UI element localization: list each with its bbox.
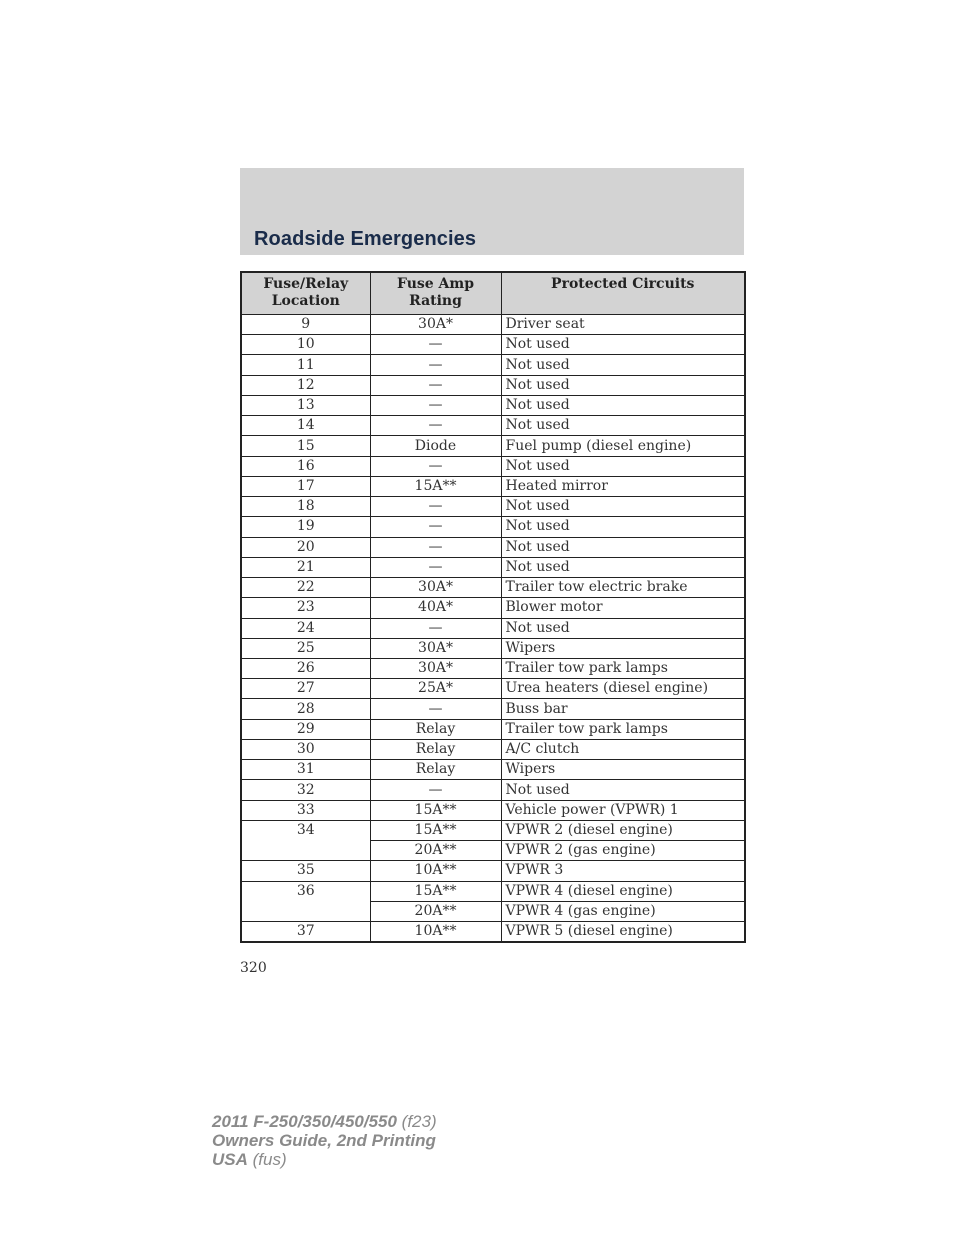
cell-rating: — — [370, 456, 501, 476]
cell-rating: — — [370, 517, 501, 537]
cell-circuit: VPWR 3 — [501, 861, 745, 881]
cell-rating: 10A** — [370, 861, 501, 881]
cell-location: 16 — [241, 456, 370, 476]
cell-circuit: Not used — [501, 335, 745, 355]
table-row — [241, 699, 745, 719]
cell-location: 10 — [241, 335, 370, 355]
cell-circuit: Fuel pump (diesel engine) — [501, 436, 745, 456]
cell-location: 34 — [241, 820, 370, 860]
page-number: 320 — [240, 960, 267, 976]
cell-rating: 15A** — [370, 881, 501, 901]
cell-rating: 30A* — [370, 578, 501, 598]
cell-circuit: Not used — [501, 375, 745, 395]
footer-market-code: (fus) — [247, 1150, 287, 1169]
cell-location: 29 — [241, 719, 370, 739]
footer-market: USA — [212, 1150, 248, 1169]
cell-location: 14 — [241, 416, 370, 436]
section-title: Roadside Emergencies — [254, 228, 477, 250]
table-row — [241, 800, 745, 820]
table-header-row — [241, 272, 745, 315]
cell-circuit: Not used — [501, 497, 745, 517]
cell-location: 37 — [241, 922, 370, 943]
table-row — [241, 355, 745, 375]
cell-circuit: A/C clutch — [501, 739, 745, 759]
cell-circuit: Driver seat — [501, 315, 745, 335]
cell-circuit: Not used — [501, 557, 745, 577]
cell-rating: 10A** — [370, 922, 501, 943]
cell-location: 25 — [241, 638, 370, 658]
cell-location: 20 — [241, 537, 370, 557]
table-row — [241, 861, 745, 881]
cell-location: 13 — [241, 395, 370, 415]
cell-location: 23 — [241, 598, 370, 618]
table-row — [241, 598, 745, 618]
table-row — [241, 416, 745, 436]
cell-circuit: Not used — [501, 517, 745, 537]
table-row — [241, 476, 745, 496]
table-row — [241, 578, 745, 598]
table-row — [241, 517, 745, 537]
table-row — [241, 375, 745, 395]
cell-rating: 30A* — [370, 658, 501, 678]
cell-rating: Relay — [370, 719, 501, 739]
table-row — [241, 557, 745, 577]
cell-rating: 30A* — [370, 315, 501, 335]
table-row — [241, 760, 745, 780]
cell-location: 32 — [241, 780, 370, 800]
cell-rating: — — [370, 557, 501, 577]
cell-circuit: Buss bar — [501, 699, 745, 719]
cell-rating: Diode — [370, 436, 501, 456]
cell-rating: — — [370, 355, 501, 375]
cell-circuit: VPWR 2 (diesel engine) — [501, 820, 745, 840]
table-row — [241, 315, 745, 335]
cell-circuit: Heated mirror — [501, 476, 745, 496]
cell-rating: — — [370, 375, 501, 395]
footer-edition: Owners Guide, 2nd Printing — [212, 1131, 436, 1150]
table-row — [241, 679, 745, 699]
table-row — [241, 719, 745, 739]
cell-rating: 15A** — [370, 476, 501, 496]
table-row — [241, 638, 745, 658]
table-row — [241, 780, 745, 800]
cell-circuit: Wipers — [501, 638, 745, 658]
table-row — [241, 395, 745, 415]
cell-location: 9 — [241, 315, 370, 335]
cell-location: 27 — [241, 679, 370, 699]
cell-location: 33 — [241, 800, 370, 820]
cell-circuit: Blower motor — [501, 598, 745, 618]
table-row — [241, 618, 745, 638]
table-row — [241, 820, 745, 840]
cell-rating: 15A** — [370, 800, 501, 820]
cell-circuit: Urea heaters (diesel engine) — [501, 679, 745, 699]
table-row — [241, 881, 745, 901]
cell-rating: — — [370, 416, 501, 436]
cell-location: 35 — [241, 861, 370, 881]
cell-location: 18 — [241, 497, 370, 517]
cell-rating: — — [370, 699, 501, 719]
section-header-band — [240, 168, 744, 255]
table-row — [241, 739, 745, 759]
cell-circuit: Trailer tow electric brake — [501, 578, 745, 598]
cell-circuit: Not used — [501, 618, 745, 638]
cell-location: 30 — [241, 739, 370, 759]
cell-circuit: Not used — [501, 355, 745, 375]
cell-circuit: VPWR 4 (diesel engine) — [501, 881, 745, 901]
fuse-table — [240, 271, 746, 943]
cell-circuit: Not used — [501, 395, 745, 415]
cell-location: 26 — [241, 658, 370, 678]
cell-circuit: Not used — [501, 537, 745, 557]
cell-location: 15 — [241, 436, 370, 456]
column-header-location: Fuse/Relay Location — [241, 272, 370, 315]
cell-rating: — — [370, 335, 501, 355]
cell-rating: 25A* — [370, 679, 501, 699]
cell-rating: — — [370, 497, 501, 517]
table-row — [241, 497, 745, 517]
cell-location: 24 — [241, 618, 370, 638]
table-row — [241, 537, 745, 557]
cell-rating: — — [370, 395, 501, 415]
cell-circuit: Vehicle power (VPWR) 1 — [501, 800, 745, 820]
column-header-rating: Fuse Amp Rating — [370, 272, 501, 315]
cell-location: 21 — [241, 557, 370, 577]
cell-rating: — — [370, 780, 501, 800]
cell-circuit: VPWR 2 (gas engine) — [501, 841, 745, 861]
table-row — [241, 658, 745, 678]
document-footer — [212, 1112, 437, 1169]
cell-circuit: Trailer tow park lamps — [501, 719, 745, 739]
cell-circuit: VPWR 4 (gas engine) — [501, 901, 745, 921]
cell-rating: 40A* — [370, 598, 501, 618]
cell-location: 17 — [241, 476, 370, 496]
cell-circuit: Trailer tow park lamps — [501, 658, 745, 678]
cell-circuit: Not used — [501, 416, 745, 436]
footer-model: 2011 F-250/350/450/550 — [212, 1112, 397, 1131]
cell-location: 12 — [241, 375, 370, 395]
cell-rating: — — [370, 618, 501, 638]
cell-rating: Relay — [370, 760, 501, 780]
table-row — [241, 335, 745, 355]
cell-circuit: Not used — [501, 780, 745, 800]
cell-location: 22 — [241, 578, 370, 598]
cell-location: 11 — [241, 355, 370, 375]
cell-circuit: Wipers — [501, 760, 745, 780]
cell-location: 31 — [241, 760, 370, 780]
cell-location: 19 — [241, 517, 370, 537]
cell-rating: — — [370, 537, 501, 557]
cell-rating: 20A** — [370, 841, 501, 861]
cell-circuit: VPWR 5 (diesel engine) — [501, 922, 745, 943]
table-row — [241, 922, 745, 943]
cell-rating: 15A** — [370, 820, 501, 840]
cell-rating: 20A** — [370, 901, 501, 921]
cell-location: 28 — [241, 699, 370, 719]
cell-location: 36 — [241, 881, 370, 921]
table-row — [241, 436, 745, 456]
footer-model-code: (f23) — [396, 1112, 437, 1131]
cell-rating: Relay — [370, 739, 501, 759]
table-row — [241, 456, 745, 476]
fuse-table-body — [241, 315, 745, 943]
cell-circuit: Not used — [501, 456, 745, 476]
cell-rating: 30A* — [370, 638, 501, 658]
column-header-circuits: Protected Circuits — [501, 272, 745, 315]
